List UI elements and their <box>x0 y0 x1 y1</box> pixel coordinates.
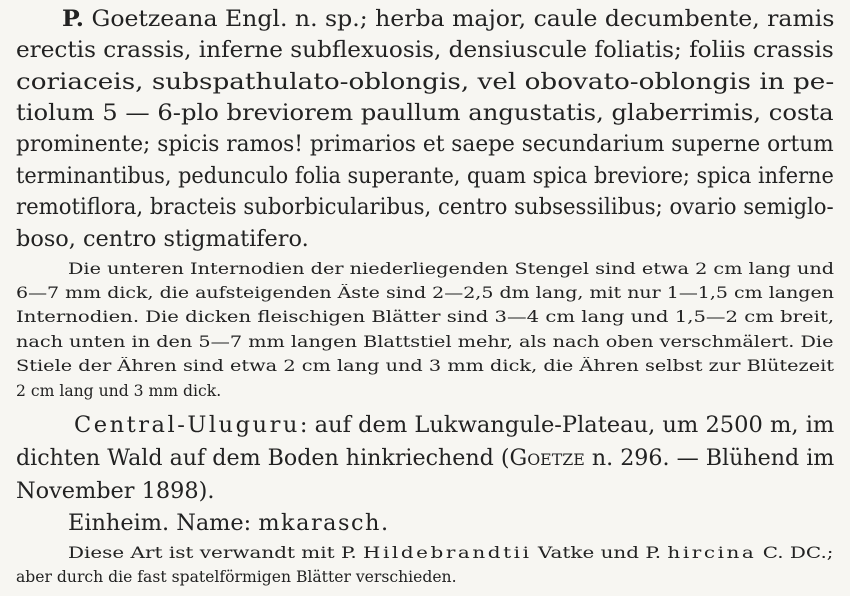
description-line-2: erectis crassis, inferne subflexuosis, densiuscule foliatis; foliis crassis <box>16 37 834 63</box>
notes-line-6: 2 cm lang und 3 mm dick. <box>16 382 222 400</box>
species-name-1: Hildebrandtii <box>363 544 532 562</box>
description-line-5: prominente; spicis ramos! primarios et saepe secundarium superne ortum <box>16 131 834 157</box>
description-line-7: remotiflora, bracteis suborbicularibus, centro subsessilibus; ovario semiglo- <box>16 194 834 220</box>
native-name-line <box>68 512 390 534</box>
notes-line-4: nach unten in den 5—7 mm langen Blattstiel mehr, als nach oben verschmälert. Die <box>16 333 834 351</box>
remark-text-post: C. DC.; <box>756 544 834 562</box>
locality-text: : auf dem Lukwangule-Plateau, um 2500 m, im <box>299 412 835 438</box>
remark-text-pre: Diese Art ist verwandt mit P. <box>68 544 364 562</box>
remark-line-2: aber durch die fast spatelförmigen Blätter verschieden. <box>16 568 457 586</box>
species-name-2: hircina <box>667 544 757 562</box>
notes-line-2: 6—7 mm dick, die aufsteigenden Äste sind 2—2,5 dm lang, mit nur 1—1,5 cm langen <box>16 284 834 302</box>
description-line-3: coriaceis, subspathulato-oblongis, vel obovato-oblongis in pe- <box>16 69 835 95</box>
locality-text-pre: dichten Wald auf dem Boden hinkriechend ( <box>16 445 510 471</box>
description-text: Goetzeana Engl. n. sp.; herba major, caule decumbente, ramis <box>84 6 835 32</box>
notes-line-3: Internodien. Die dicken fleischigen Blätter sind 3—4 cm lang und 1,5—2 cm breit, <box>16 308 835 326</box>
description-line-1 <box>62 8 834 30</box>
remark-line-1 <box>68 546 834 562</box>
native-name-value: mkarasch. <box>258 510 390 536</box>
notes-line-1: Die unteren Internodien der niederliegenden Stengel sind etwa 2 cm lang und <box>68 260 835 278</box>
locality-text-post: n. 296. — Blühend im <box>584 445 835 471</box>
description-line-8: boso, centro stigmatifero. <box>16 226 309 252</box>
locality-line-3: November 1898). <box>16 478 215 504</box>
locality-region: Central-Uluguru <box>74 412 300 438</box>
remark-text-mid: Vatke und P. <box>531 544 668 562</box>
description-line-4: tiolum 5 — 6-plo breviorem paullum angustatis, glaberrimis, costa <box>16 100 834 126</box>
genus-abbrev: P. <box>62 6 85 32</box>
description-line-6: terminantibus, pedunculo folia superante, quam spica breviore; spica inferne <box>16 163 834 189</box>
locality-line-2 <box>16 447 834 469</box>
notes-line-5: Stiele der Ähren sind etwa 2 cm lang und 3 mm dick, die Ähren selbst zur Blütezeit <box>16 357 835 375</box>
native-name-label: Einheim. Name: <box>68 510 259 536</box>
locality-line-1 <box>74 414 834 436</box>
collector-name: Goetze <box>509 445 585 471</box>
